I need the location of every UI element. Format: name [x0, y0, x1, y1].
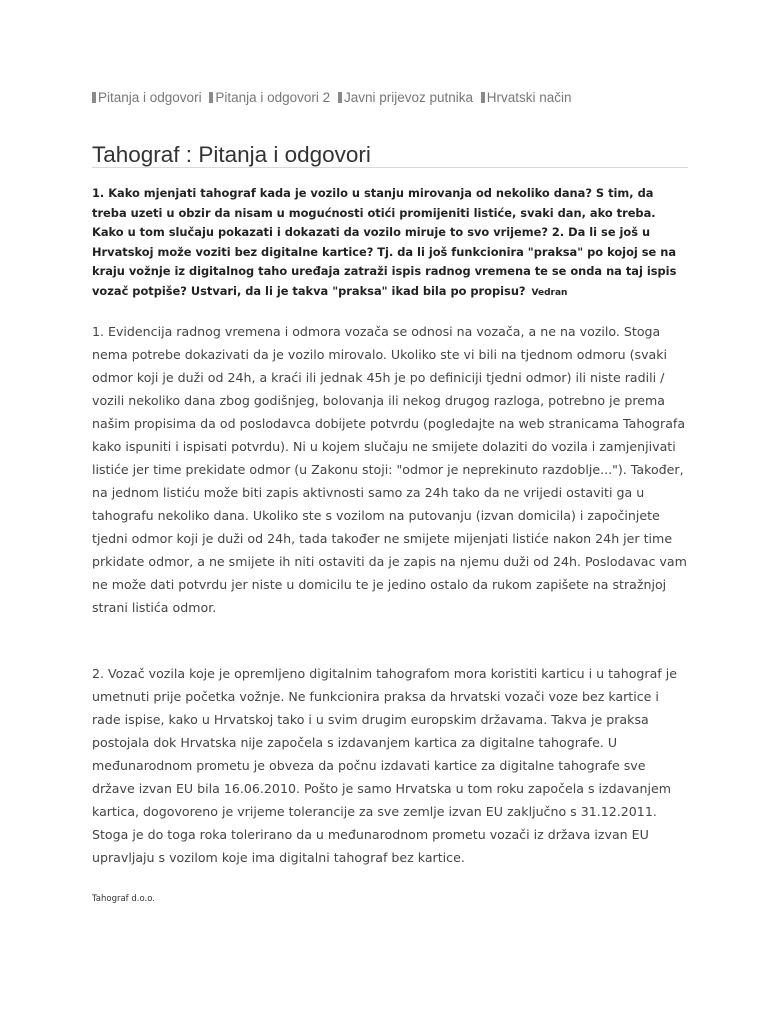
breadcrumb-link-javni-prijevoz-putnika[interactable]	[338, 89, 473, 107]
answer-signature: Tahograf d.o.o.	[92, 894, 155, 904]
breadcrumb-label: Pitanja i odgovori 2	[215, 90, 331, 105]
breadcrumb-label: Javni prijevoz putnika	[343, 90, 474, 105]
question-asker: Vedran	[531, 287, 568, 298]
breadcrumb-link-hrvatski-nacin[interactable]	[481, 89, 572, 107]
breadcrumb-link-pitanja-i-odgovori-2[interactable]	[209, 89, 330, 107]
breadcrumb-label: Pitanja i odgovori	[98, 90, 202, 105]
breadcrumb-label: Hrvatski način	[486, 90, 572, 105]
question-text	[92, 184, 688, 303]
answer-paragraph-2: 2. Vozač vozila koje je opremljeno digitalnim tahografom mora koristiti karticu i u tahograf je umetnuti prije početka vožnje. Ne funkcionira praksa da hrvatski vozači voze bez kartice i rade ispise, kako u Hrvatskoj tako i u svim drugim europskim državama. Takva je praksa postojala dok Hrvatska nije započela s izdavanjem kartica za digitalne tahografe. U međunarodnom prometu je obveza da počnu izdavati kartice za digitalne tahografe sve države izvan EU bila 16.06.2010. Pošto je samo Hrvatska u tom roku započela s izdavanjem kartica, dogovoreno je vrijeme tolerancije za sve zemlje izvan EU zaključno s 31.12.2011. Stoga je do toga roka tolerirano da u međunarodnom prometu vozači iz država izvan EU upravljaju s vozilom koje ima digitalni tahograf bez kartice.	[92, 666, 677, 865]
bullet-marker-icon	[92, 92, 96, 103]
answer-paragraph-1: 1. Evidencija radnog vremena i odmora vozača se odnosi na vozača, a ne na vozilo. Stoga nema potrebe dokazivati da je vozilo mirovalo. Ukoliko ste vi bili na tjednom odmoru (svaki odmor koji je duži od 24h, a kraći ili jednak 45h je po definiciji tjedni odmor) ili niste radili / vozili nekoliko dana zbog godišnjeg, bolovanja ili nekog drugog razloga, potrebno je prema našim propisima da od poslodavca dobijete potvrdu (pogledajte na web stranicama Tahografa kako ispuniti i ispisati potvrdu). Ni u kojem slučaju ne smijete dolaziti do vozila i zamjenjivati listiće jer time prekidate odmor (u Zakonu stoji: "odmor je neprekinuto razdoblje..."). Također, na jednom listiću može biti zapis aktivnosti samo za 24h tako da ne vrijedi ostaviti ga u tahografu nekoliko dana. Ukoliko ste s vozilom na putovanju (izvan domicila) i započinjete tjedni odmor koji je duži od 24h, tada također ne smijete mijenjati listiće nakon 24h jer time prkidate odmor, a ne smijete ih niti ostaviti da je zapis na njemu duži od 24h. Poslodavac vam ne može dati potvrdu jer niste u domicilu te je jedino ostalo da rukom zapišete na stražnjoj strani listića odmor.	[92, 324, 687, 615]
title-divider	[92, 167, 688, 168]
breadcrumb-link-pitanja-i-odgovori[interactable]	[92, 89, 202, 107]
bullet-marker-icon	[481, 92, 485, 103]
page-title: Tahograf : Pitanja i odgovori	[92, 142, 371, 167]
breadcrumb	[92, 89, 688, 107]
bullet-marker-icon	[338, 92, 342, 103]
bullet-marker-icon	[209, 92, 213, 103]
question-body: 1. Kako mjenjati tahograf kada je vozilo u stanju mirovanja od nekoliko dana? S tim, da treba uzeti u obzir da nisam u mogućnosti otići promijeniti listiće, svaki dan, ako treba. Kako u tom slučaju pokazati i dokazati da vozilo miruje to svo vrijeme? 2. Da li se još u Hrvatskoj može voziti bez digitalne kartice? Tj. da li još funkcionira "praksa" po kojoj se na kraju vožnje iz digitalnog taho uređaja zatraži ispis radnog vremena te se onda na taj ispis vozač potpiše? Ustvari, da li je takva "praksa" ikad bila po propisu?	[92, 186, 677, 298]
